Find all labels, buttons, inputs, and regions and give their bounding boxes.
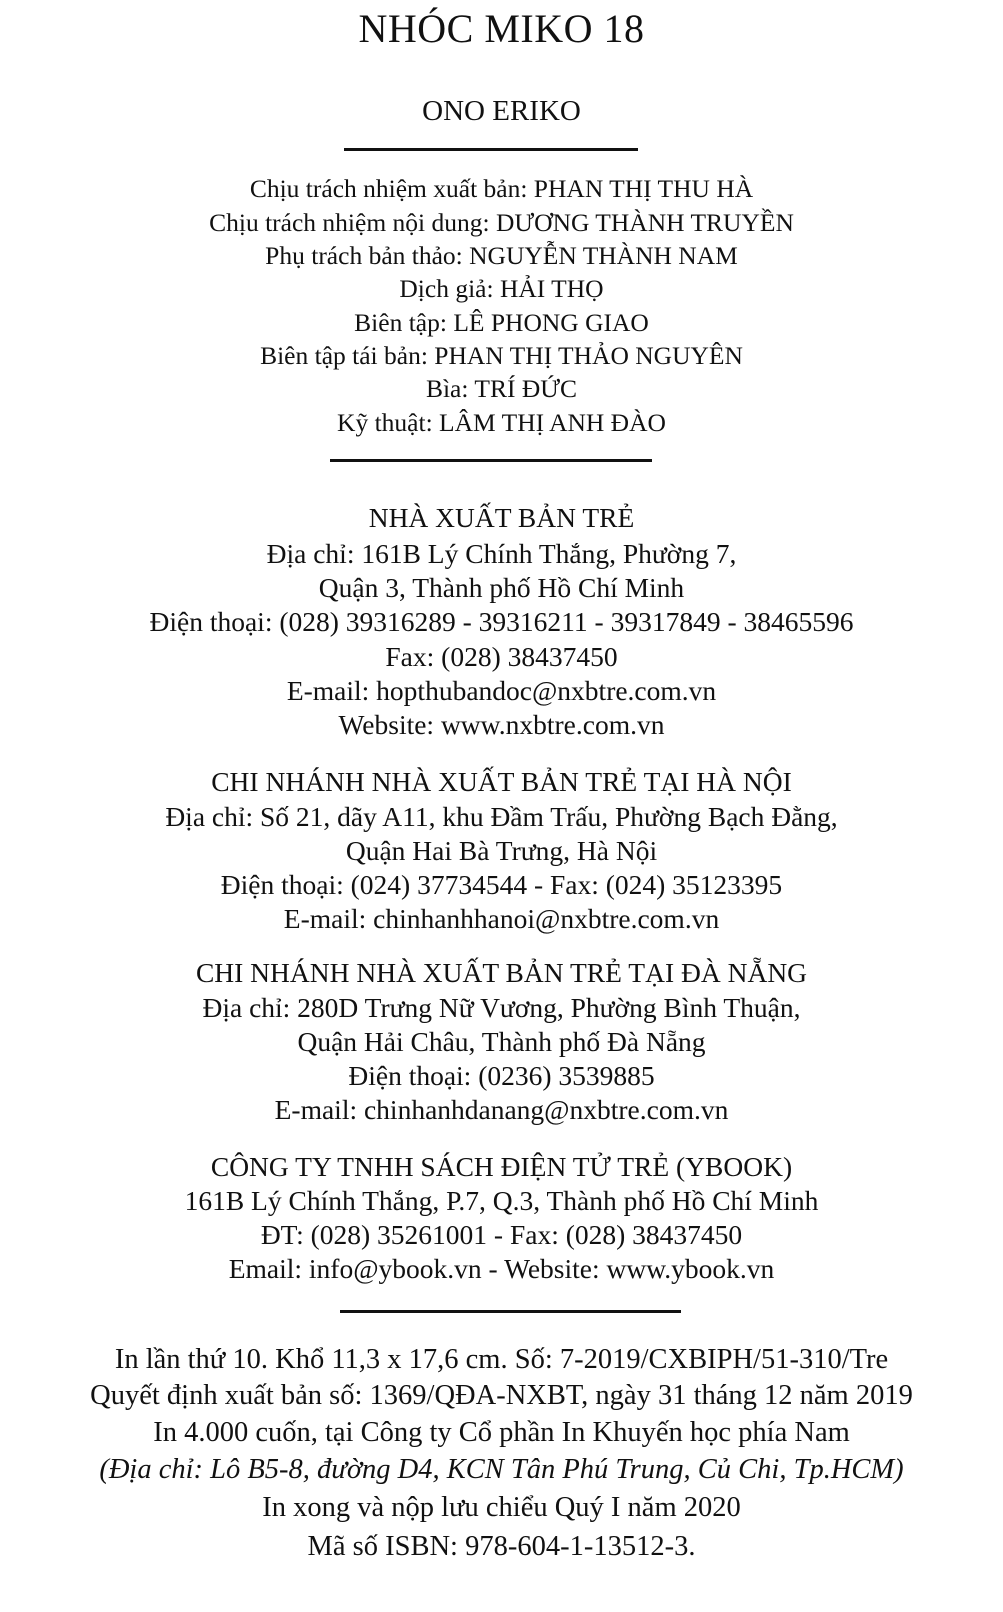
danang-branch-name: CHI NHÁNH NHÀ XUẤT BẢN TRẺ TẠI ĐÀ NẴNG — [195, 957, 808, 988]
ybook-address: 161B Lý Chính Thắng, P.7, Q.3, Thành phố Hồ Chí Minh — [184, 1185, 819, 1216]
credit-technical: Kỹ thuật: LÂM THỊ ANH ĐÀO — [337, 408, 666, 437]
credit-reprint-editor: Biên tập tái bản: PHAN THỊ THẢO NGUYÊN — [260, 341, 743, 370]
credit-publishing-responsibility: Chịu trách nhiệm xuất bản: PHAN THỊ THU HÀ — [249, 174, 754, 203]
credit-editor: Biên tập: LÊ PHONG GIAO — [354, 308, 649, 337]
danang-branch-phone: Điện thoại: (0236) 3539885 — [348, 1060, 655, 1091]
publishing-decision: Quyết định xuất bản số: 1369/QĐA-NXBT, ngày 31 tháng 12 năm 2019 — [90, 1380, 913, 1411]
publisher-address-line-1: Địa chỉ: 161B Lý Chính Thắng, Phường 7, — [266, 538, 737, 569]
publisher-name: NHÀ XUẤT BẢN TRẺ — [368, 502, 635, 533]
hanoi-branch-address-line-2: Quận Hai Bà Trưng, Hà Nội — [345, 835, 658, 866]
section-divider-colophon — [340, 1310, 681, 1313]
ybook-email-website: Email: info@ybook.vn - Website: www.ybook.vn — [228, 1253, 775, 1284]
hanoi-branch-email: E-mail: chinhanhhanoi@nxbtre.com.vn — [283, 903, 720, 934]
author-name: ONO ERIKO — [422, 95, 581, 127]
print-info: In lần thứ 10. Khổ 11,3 x 17,6 cm. Số: 7-2019/CXBIPH/51-310/Tre — [114, 1344, 889, 1375]
printing-details: In 4.000 cuốn, tại Công ty Cổ phần In Khuyến học phía Nam — [153, 1417, 850, 1448]
printer-address: (Địa chỉ: Lô B5-8, đường D4, KCN Tân Phú Trung, Củ Chi, Tp.HCM) — [99, 1454, 904, 1485]
book-title: NHÓC MIKO 18 — [358, 6, 645, 51]
section-divider-credits — [344, 148, 638, 151]
ybook-phone-fax: ĐT: (028) 35261001 - Fax: (028) 38437450 — [260, 1219, 743, 1250]
danang-branch-email: E-mail: chinhanhdanang@nxbtre.com.vn — [274, 1094, 729, 1125]
credit-translator: Dịch giả: HẢI THỌ — [399, 274, 604, 303]
credit-content-responsibility: Chịu trách nhiệm nội dung: DƯƠNG THÀNH TRUYỀN — [209, 208, 794, 237]
publisher-phone: Điện thoại: (028) 39316289 - 39316211 - 39317849 - 38465596 — [149, 606, 854, 637]
hanoi-branch-name: CHI NHÁNH NHÀ XUẤT BẢN TRẺ TẠI HÀ NỘI — [211, 766, 792, 797]
publisher-website: Website: www.nxbtre.com.vn — [338, 709, 665, 740]
ybook-name: CÔNG TY TNHH SÁCH ĐIỆN TỬ TRẺ (YBOOK) — [210, 1151, 793, 1182]
publisher-email: E-mail: hopthubandoc@nxbtre.com.vn — [286, 675, 717, 706]
credit-manuscript-editor: Phụ trách bản thảo: NGUYỄN THÀNH NAM — [265, 241, 738, 270]
hanoi-branch-address-line-1: Địa chỉ: Số 21, dãy A11, khu Đầm Trấu, Phường Bạch Đằng, — [165, 801, 838, 832]
section-divider-publisher — [330, 459, 652, 462]
publisher-fax: Fax: (028) 38437450 — [385, 641, 618, 672]
danang-branch-address-line-1: Địa chỉ: 280D Trưng Nữ Vương, Phường Bình Thuận, — [202, 992, 801, 1023]
danang-branch-address-line-2: Quận Hải Châu, Thành phố Đà Nẵng — [297, 1026, 706, 1057]
hanoi-branch-phone-fax: Điện thoại: (024) 37734544 - Fax: (024) 35123395 — [220, 869, 783, 900]
completion-note: In xong và nộp lưu chiểu Quý I năm 2020 — [262, 1492, 741, 1523]
credit-cover: Bìa: TRÍ ĐỨC — [425, 374, 578, 403]
isbn: Mã số ISBN: 978-604-1-13512-3. — [307, 1531, 696, 1562]
publisher-address-line-2: Quận 3, Thành phố Hồ Chí Minh — [318, 572, 685, 603]
